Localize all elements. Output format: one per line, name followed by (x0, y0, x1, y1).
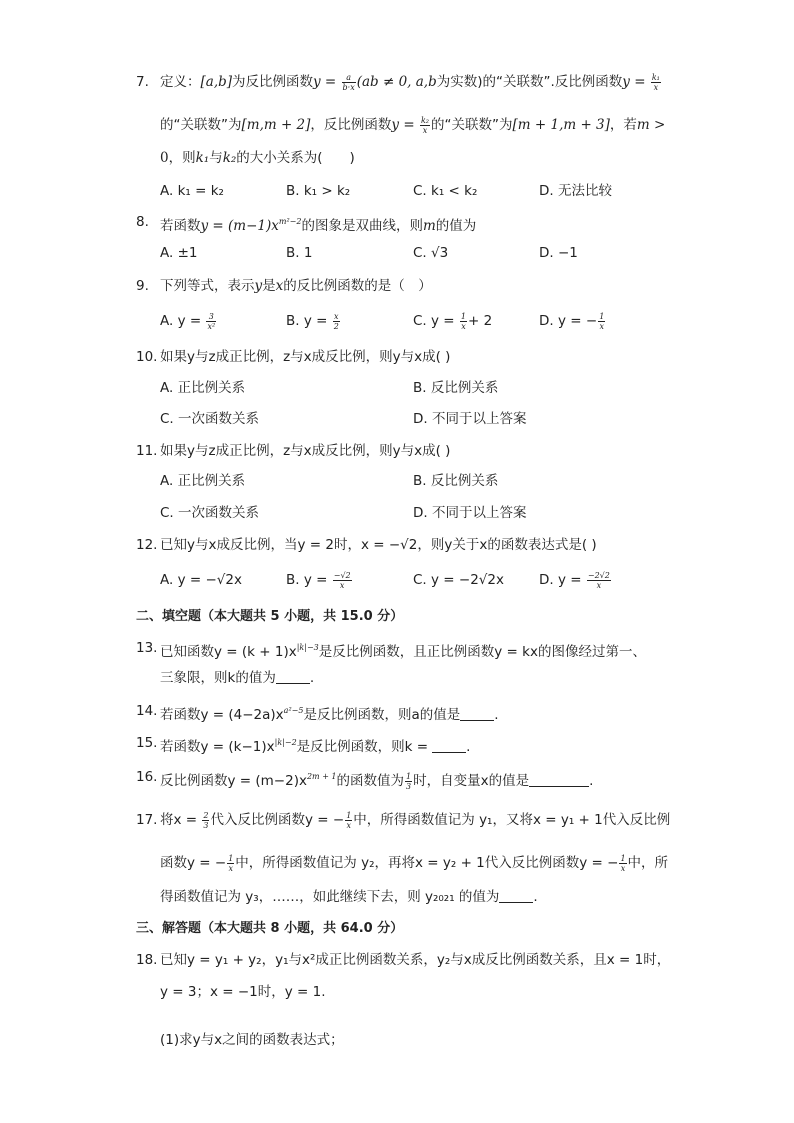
q14-answer-blank[interactable] (460, 706, 494, 721)
q9-option-b-fraction: $\frac{x}{2}$ (333, 311, 339, 331)
q12-option-d-fraction: $\frac{-2√2}{x}$ (587, 570, 610, 590)
q13-number: 13. (136, 640, 158, 656)
q7-fraction-a-over-bx: $\frac{a}{b\cdot x}$ (342, 72, 355, 92)
q12-stem: 已知y与x成反比例，当y = 2时，x = −√2，则y关于x的函数表达式是( ) (160, 537, 597, 553)
q7-option-b[interactable]: B. k₁ > k₂ (286, 183, 351, 199)
q17-fraction-2-3: $\frac{2}{3}$ (203, 810, 209, 830)
q17-number: 17. (136, 812, 158, 828)
q9-option-d-fraction: $\frac{1}{x}$ (599, 311, 605, 331)
section-answer-heading: 三、解答题（本大题共 8 小题，共 64.0 分） (136, 921, 404, 936)
q8-option-b[interactable]: B. 1 (286, 245, 313, 261)
q18-line-2: y = 3；x = −1时，y = 1. (160, 984, 326, 1000)
q16-number: 16. (136, 769, 158, 785)
q15-number: 15. (136, 735, 158, 751)
q11-option-c[interactable]: C. 一次函数关系 (160, 505, 260, 521)
q16-answer-blank[interactable] (529, 772, 589, 787)
q7-fraction-k2-over-x: $\frac{\text{k₂}}{x}$ (420, 115, 430, 135)
q18-number: 18. (136, 952, 158, 968)
q7-fraction-k1-over-x: $\frac{\text{k₁}}{x}$ (651, 72, 660, 92)
q7-number: 7. (136, 74, 149, 90)
q12-option-d[interactable]: D. y = $\frac{-2√2}{x}$ (539, 570, 610, 590)
q9-option-c[interactable]: C. y = $\frac{1}{x}$ + 2 (413, 311, 493, 331)
q16-stem: 反比例函数$y = (m-2)x^{2m + 1}$的函数值为 $\frac{1}{3}$ 时，自变量x的值是 . (160, 771, 594, 791)
q16-fraction: $\frac{1}{3}$ (406, 771, 412, 791)
q17-fraction-1-x: $\frac{1}{x}$ (346, 810, 352, 830)
q11-stem: 如果y与z成正比例，z与x成反比例，则y与x成( ) (160, 443, 451, 459)
q13-line-2: 三象限，则k的值为 . (160, 670, 315, 686)
q7-option-a[interactable]: A. k₁ = k₂ (160, 183, 224, 199)
q17-fraction-1-x-c: $\frac{1}{x}$ (620, 853, 626, 873)
q11-option-d[interactable]: D. 不同于以上答案 (413, 505, 527, 521)
section-fill-in-heading: 二、填空题（本大题共 5 小题，共 15.0 分） (136, 609, 404, 624)
q10-number: 10. (136, 349, 158, 365)
q10-option-a[interactable]: A. 正比例关系 (160, 380, 246, 396)
q13-line-1: 已知函数$y = (k + 1)x^{|k|-3}$是反比例函数，且正比例函数y = kx的图像经过第一、 (160, 643, 646, 660)
q9-option-b[interactable]: B. y = $\frac{x}{2}$ (286, 311, 339, 331)
q9-stem: 下列等式，表示y是x的反比例函数的是（ ） (160, 278, 432, 294)
q12-number: 12. (136, 537, 158, 553)
q8-number: 8. (136, 214, 149, 230)
q18-line-1: 已知y = y₁ + y₂，y₁与x²成正比例函数关系，y₂与x成反比例函数关系，且x = 1时， (160, 952, 671, 968)
q11-number: 11. (136, 443, 158, 459)
q18-subquestion-1: (1)求y与x之间的函数表达式； (160, 1032, 344, 1048)
q13-answer-blank[interactable] (276, 669, 310, 684)
q8-option-c[interactable]: C. √3 (413, 245, 449, 261)
q9-option-d[interactable]: D. y = − $\frac{1}{x}$ (539, 311, 605, 331)
q10-option-b[interactable]: B. 反比例关系 (413, 380, 499, 396)
q12-option-b-fraction: $\frac{-√2}{x}$ (333, 570, 351, 590)
q7-option-c[interactable]: C. k₁ < k₂ (413, 183, 478, 199)
q9-option-c-fraction: $\frac{1}{x}$ (460, 311, 466, 331)
q17-fraction-1-x-b: $\frac{1}{x}$ (228, 853, 234, 873)
q8-option-d[interactable]: D. −1 (539, 245, 578, 261)
q7-line-1: 定义：[a,b]为反比例函数y = $\frac{a}{b\cdot x}$ (ab ≠ 0, a,b为实数)的“关联数”.反比例函数y = $\frac{\text{k₁}}{x}$ (160, 72, 660, 92)
q8-option-a[interactable]: A. ±1 (160, 245, 198, 261)
q12-option-a[interactable]: A. y = −√2x (160, 572, 242, 588)
q17-line-3: 得函数值记为 y₃，……，如此继续下去，则 y₂₀₂₁ 的值为 . (160, 889, 538, 905)
q10-option-c[interactable]: C. 一次函数关系 (160, 411, 260, 427)
q15-stem: 若函数$y = (k-1)x^{|k|-2}$是反比例函数，则k = . (160, 738, 471, 755)
q15-answer-blank[interactable] (432, 738, 466, 753)
q9-option-a-fraction: $\frac{3}{\text{x²}}$ (207, 311, 216, 331)
q7-line-3: 0，则k₁与k₂的大小关系为( ) (160, 150, 355, 166)
q9-number: 9. (136, 278, 149, 294)
q14-stem: 若函数$y = (4-2a)x^{a^2-5}$是反比例函数，则a的值是 . (160, 706, 499, 723)
q7-line-2: 的“关联数”为[m,m + 2]，反比例函数y = $\frac{\text{k₂}}{x}$ 的“关联数”为[m + 1,m + 3]，若m > (160, 115, 666, 135)
q12-option-b[interactable]: B. y = $\frac{-√2}{x}$ (286, 570, 351, 590)
q12-option-c[interactable]: C. y = −2√2x (413, 572, 504, 588)
q17-answer-blank[interactable] (499, 888, 533, 903)
q7-option-d[interactable]: D. 无法比较 (539, 183, 612, 199)
q17-line-2: 函数y = − $\frac{1}{x}$ 中，所得函数值记为 y₂，再将x = y₂ + 1代入反比例函数y = − $\frac{1}{x}$ 中，所 (160, 853, 669, 873)
q10-stem: 如果y与z成正比例，z与x成反比例，则y与x成( ) (160, 349, 451, 365)
q11-option-b[interactable]: B. 反比例关系 (413, 473, 499, 489)
q10-option-d[interactable]: D. 不同于以上答案 (413, 411, 527, 427)
q14-number: 14. (136, 703, 158, 719)
q9-option-a[interactable]: A. y = $\frac{3}{\text{x²}}$ (160, 311, 216, 331)
q17-line-1: 将x = $\frac{2}{3}$ 代入反比例函数y = − $\frac{1}{x}$ 中，所得函数值记为 y₁，又将x = y₁ + 1代入反比例 (160, 810, 671, 830)
q11-option-a[interactable]: A. 正比例关系 (160, 473, 246, 489)
q8-stem: 若函数$y = (m-1)x^{m^2-2}$的图象是双曲线，则m的值为 (160, 217, 477, 234)
